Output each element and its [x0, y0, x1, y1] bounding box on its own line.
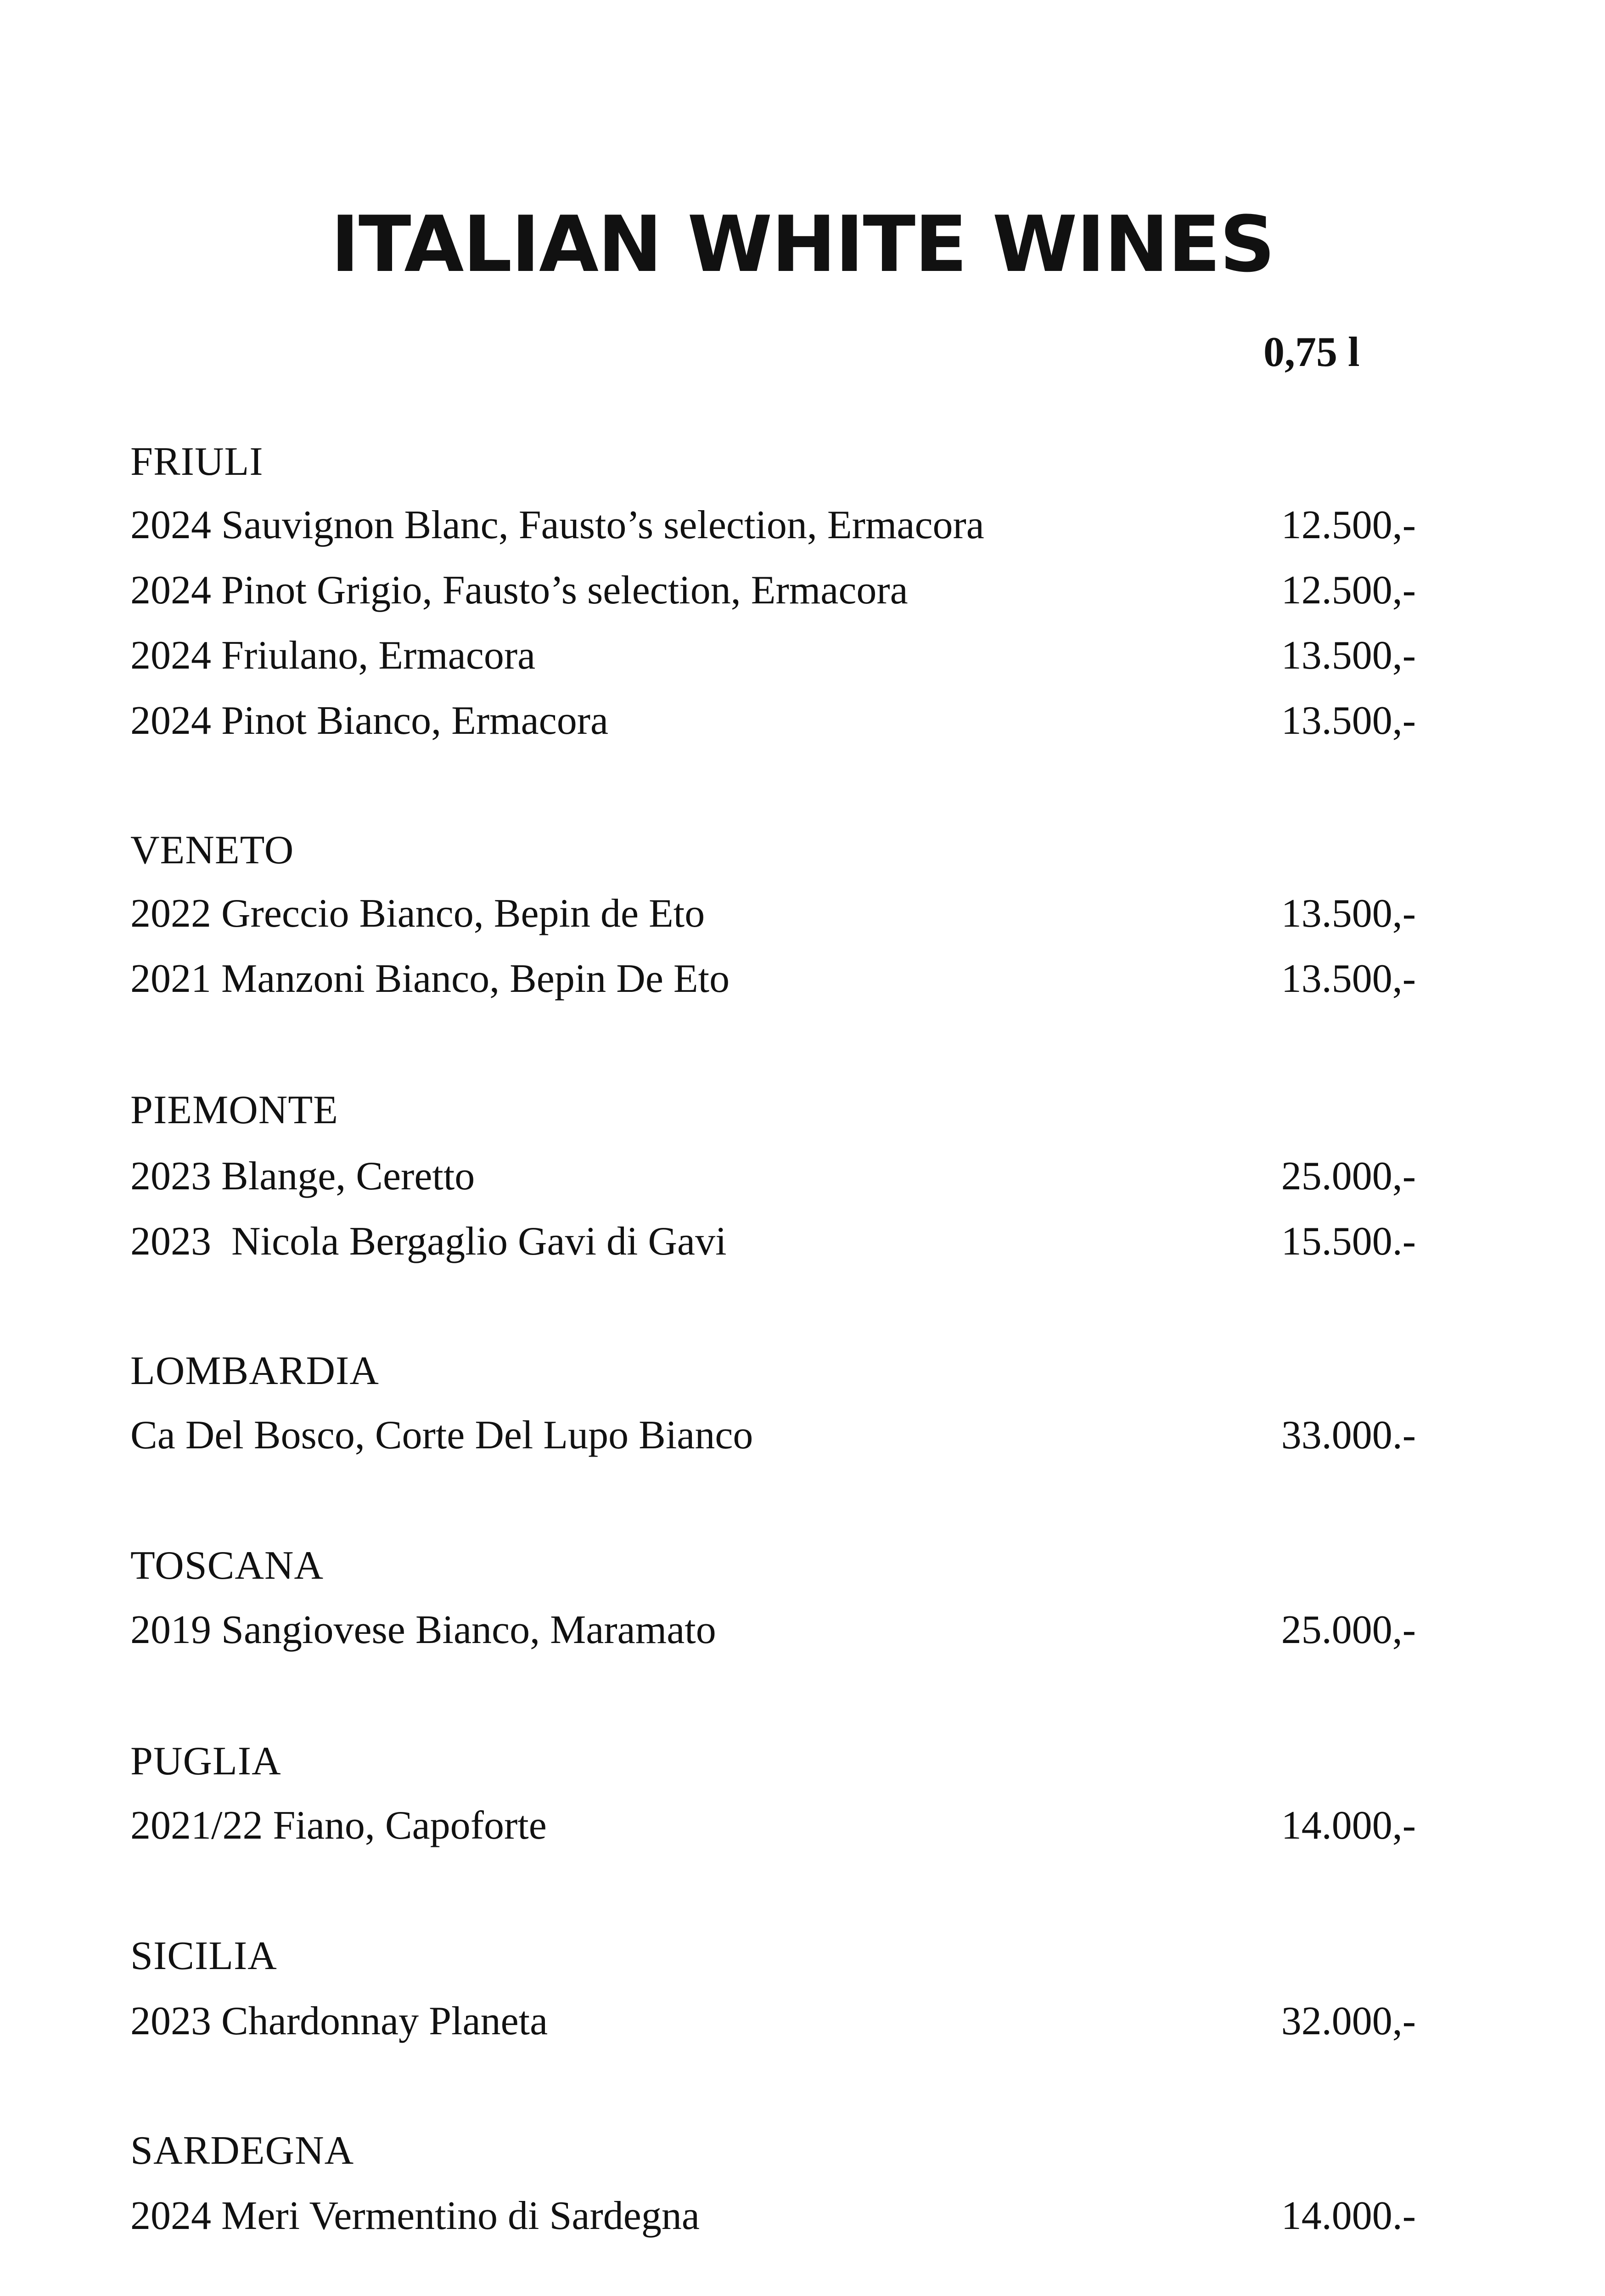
wine-price: 13.500,-: [1281, 698, 1416, 743]
wine-price: 12.500,-: [1281, 568, 1416, 613]
region-name: PUGLIA: [130, 1739, 281, 1784]
wine-row: [130, 2001, 1416, 2052]
wine-row: [130, 959, 1416, 1009]
wine-price: 32.000,-: [1281, 1999, 1416, 2043]
wine-row: [130, 698, 1416, 751]
wine-name: 2023 Blange, Ceretto: [130, 1154, 475, 1199]
wine-name: 2024 Friulano, Ermacora: [130, 633, 536, 678]
wine-row: [130, 633, 1416, 686]
wine-price: 25.000,-: [1281, 1154, 1416, 1199]
wine-row: [130, 1415, 1416, 1466]
wine-price: 15.500.-: [1281, 1219, 1416, 1264]
wine-row: [130, 1156, 1416, 1207]
wine-price: 14.000.-: [1281, 2194, 1416, 2238]
wine-price: 13.500,-: [1281, 957, 1416, 1001]
region-name: TOSCANA: [130, 1543, 324, 1588]
wine-name: 2024 Pinot Grigio, Fausto’s selection, Ermacora: [130, 568, 908, 613]
wine-price: 25.000,-: [1281, 1608, 1416, 1652]
wine-name: 2024 Pinot Bianco, Ermacora: [130, 698, 609, 743]
wine-name: 2023 Chardonnay Planeta: [130, 1999, 548, 2043]
wine-name: Ca Del Bosco, Corte Del Lupo Bianco: [130, 1413, 753, 1458]
region-name: LOMBARDIA: [130, 1349, 379, 1393]
region-name: SARDEGNA: [130, 2128, 354, 2173]
region-name: SICILIA: [130, 1934, 277, 1978]
region-name: PIEMONTE: [130, 1088, 338, 1132]
wine-name: 2021/22 Fiano, Capoforte: [130, 1803, 547, 1848]
wine-name: 2019 Sangiovese Bianco, Maramato: [130, 1608, 716, 1652]
wine-row: [130, 570, 1416, 621]
wine-row: [130, 1803, 1416, 1856]
wine-price: 13.500,-: [1281, 891, 1416, 936]
wine-name: 2021 Manzoni Bianco, Bepin De Eto: [130, 957, 730, 1001]
wine-row: [130, 891, 1416, 944]
wine-name: 2022 Greccio Bianco, Bepin de Eto: [130, 891, 705, 936]
wine-price: 12.500,-: [1281, 503, 1416, 547]
region-name: VENETO: [130, 828, 294, 872]
wine-name: 2024 Meri Vermentino di Sardegna: [130, 2194, 700, 2238]
wine-name: 2024 Sauvignon Blanc, Fausto’s selection, Ermacora: [130, 503, 984, 547]
bottle-volume-label: 0,75 l: [1263, 328, 1360, 375]
wine-row: [130, 1221, 1416, 1272]
wine-price: 14.000,-: [1281, 1803, 1416, 1848]
wine-price: 13.500,-: [1281, 633, 1416, 678]
wine-row: [130, 2196, 1416, 2246]
region-name: FRIULI: [130, 439, 264, 484]
wine-price: 33.000.-: [1281, 1413, 1416, 1458]
wine-row: [130, 1610, 1416, 1660]
wine-name: 2023 Nicola Bergaglio Gavi di Gavi: [130, 1219, 727, 1264]
wine-row: [130, 505, 1416, 556]
white-wines-heading: ITALIAN WHITE WINES: [331, 199, 1274, 289]
